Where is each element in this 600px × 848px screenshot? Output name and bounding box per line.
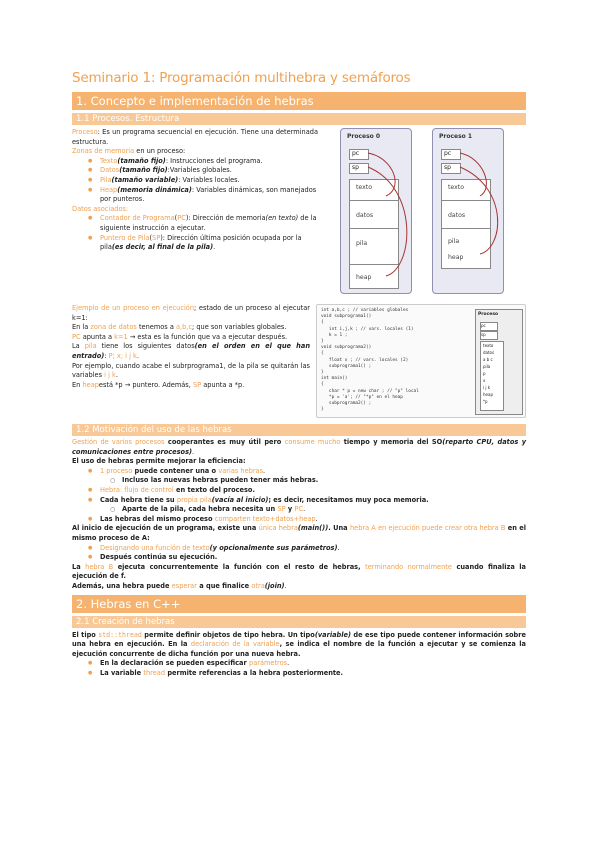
code-term: std::thread	[98, 630, 142, 639]
motivation-list	[72, 467, 526, 525]
memory-zone-label: heap	[356, 274, 372, 281]
term: thread	[143, 668, 166, 677]
text: puede contener una o	[132, 466, 219, 475]
list-item	[100, 669, 526, 679]
sub-list	[100, 476, 526, 486]
text: :Variables globales.	[167, 166, 232, 175]
pointer-arrows	[324, 128, 524, 298]
text: permite referencias a la hebra posteriormente.	[165, 668, 344, 677]
term: pila	[84, 342, 97, 351]
list-item	[100, 515, 526, 525]
code-line: }	[321, 339, 324, 345]
memory-row: *p	[483, 399, 488, 404]
term: hebra A en ejecución puede crear otra hebra B	[349, 524, 506, 533]
list-item	[100, 659, 526, 669]
text: (tamaño fijo)	[119, 166, 168, 175]
term: PC	[72, 332, 81, 341]
text: .	[263, 466, 266, 475]
text: ; es decir, necesitamos muy poca memoria.	[268, 495, 429, 504]
memory-zones-list	[72, 157, 318, 205]
text: Cada hebra tiene su	[100, 495, 177, 504]
subsection-heading: 1.1 Procesos. Estructura	[72, 113, 526, 125]
code-figure	[316, 304, 526, 418]
text: apunta a *p.	[201, 380, 245, 389]
text: (en texto)	[265, 214, 299, 223]
term: zona de datos	[90, 323, 137, 332]
term: otra	[251, 581, 265, 590]
text: tiene los siguientes datos	[96, 342, 195, 351]
term: Heap	[100, 185, 118, 194]
term: parámetros	[249, 659, 288, 668]
text: Al inicio de ejecución de un programa, existe una	[72, 524, 259, 533]
arrow	[460, 167, 498, 254]
example-text	[72, 304, 310, 418]
memory-row: a b c	[483, 357, 493, 362]
text: El uso de hebras permite mejorar la eficiencia:	[72, 457, 246, 466]
text: tenemos a	[136, 323, 176, 332]
text: ; estado de un proceso al ejecutar k=1:	[72, 304, 311, 322]
section-heading: 2. Hebras en C++	[72, 595, 526, 613]
text: .	[115, 371, 118, 380]
process-diagram	[475, 309, 523, 415]
text: en el mismo proceso de A:	[72, 524, 527, 542]
text: Por ejemplo, cuando acabe el subrprograma1, de la pila se quitarán las variables	[72, 361, 310, 380]
text: cooperantes es muy útil pero	[164, 438, 285, 446]
text: permite definir objetos de tipo hebra. Un tipo	[141, 630, 315, 639]
text: (variable)	[314, 630, 352, 639]
text: apunta a	[80, 332, 115, 341]
code-listing	[321, 308, 471, 413]
term: heap	[82, 380, 99, 389]
text: . Una	[328, 524, 350, 533]
memory-zone-label: texto	[448, 184, 464, 191]
list-item: ● Después continúa su ejecución.	[100, 553, 526, 563]
arrow	[368, 167, 407, 276]
process-structure-text	[72, 128, 318, 298]
text: Aparte de la pila, cada hebra necesita un	[122, 505, 278, 514]
sp-register: sp	[441, 163, 461, 174]
create-thread-list	[72, 544, 526, 563]
process-label: Proceso 0	[347, 133, 381, 140]
term: hebra B	[85, 562, 114, 571]
term: 1 proceso	[100, 466, 133, 475]
list-item	[100, 496, 526, 515]
text: : Variables dinámicas, son manejados por punteros.	[100, 185, 317, 204]
sub-list	[100, 505, 526, 515]
term: declaración de la variable	[190, 640, 280, 649]
list-item: ○ Incluso las nuevas hebras pueden tener más hebras.	[122, 476, 526, 486]
code-line: char * p = new char ; // "p" local	[321, 388, 419, 394]
term: comparten texto+datos+heap	[214, 514, 316, 523]
term: Puntero de Pila	[100, 233, 150, 242]
text: ejecuta concurrentemente la función con el resto de hebras,	[113, 562, 366, 571]
term: PC	[294, 505, 304, 514]
text: .	[337, 543, 340, 552]
list-item	[100, 486, 526, 496]
text: .	[315, 514, 318, 523]
list-item	[100, 157, 318, 167]
code-line: }	[321, 370, 324, 376]
term: SP	[152, 233, 161, 242]
process-label: Proceso 1	[439, 133, 473, 140]
text: (memoria dinámica)	[117, 185, 192, 194]
term: k=1	[114, 332, 128, 341]
term: i j k	[104, 371, 116, 380]
text: (tamaño fijo)	[117, 156, 166, 165]
memory-zone-label: heap	[448, 254, 464, 261]
term: Ejemplo de un proceso en ejecución	[72, 304, 195, 312]
text: Las hebras del mismo proceso	[100, 514, 215, 523]
list-item: ● Puntero de Pila(SP): Dirección última posición ocupada por la pila(es decir, al final de la pila).	[100, 234, 318, 253]
text: : Dirección de memoria	[188, 214, 266, 223]
term: Texto	[100, 156, 118, 165]
text: (reparto CPU, datos y comunicaciones entre procesos)	[72, 438, 526, 456]
thread-decl-list	[72, 659, 526, 678]
code-line: {	[321, 382, 324, 388]
term: Zonas de memoria	[72, 147, 135, 156]
code-line: {	[321, 320, 324, 326]
pc-register: pc	[441, 149, 461, 160]
code-line: k = 1 ;	[321, 332, 348, 338]
text: cuando finaliza la ejecución de f.	[72, 562, 526, 581]
term: Gestión de varios procesos	[72, 438, 165, 446]
document-page	[72, 70, 526, 678]
list-item	[100, 166, 318, 176]
term: Pila	[100, 175, 112, 184]
code-line: void subprograma2()	[321, 345, 372, 351]
section-heading: 1. Concepto e implementación de hebras	[72, 92, 526, 110]
term: Hebra: flujo de control	[100, 485, 174, 494]
term: a,b,c	[175, 323, 193, 332]
text: El tipo	[72, 630, 99, 639]
pc-register: pc	[480, 322, 498, 331]
text: de la siguiente instrucción a ejecutar.	[100, 214, 317, 232]
text: : Instrucciones del programa.	[165, 156, 263, 165]
text: .	[284, 581, 287, 590]
document-title: Seminario 1: Programación multihebra y semáforos	[72, 70, 411, 86]
text: ; que son variables globales.	[192, 323, 287, 332]
list-item	[100, 544, 526, 554]
text: : Es un programa secuencial en ejecución. Tiene una determinada estructura.	[72, 128, 318, 146]
code-line: void subprograma1()	[321, 314, 372, 320]
list-item	[122, 505, 526, 515]
text: En	[72, 380, 83, 389]
code-line: }	[321, 407, 324, 413]
process-memory-figure	[324, 128, 524, 298]
memory-row: i j k	[483, 385, 491, 390]
list-item	[100, 176, 318, 186]
text: En la declaración se pueden especificar	[100, 659, 250, 668]
code-line: float x ; // vars. locales (2)	[321, 357, 409, 363]
memory-zone-label: datos	[448, 212, 466, 219]
text: .	[136, 351, 139, 360]
text: En la	[72, 323, 91, 332]
text: de ese tipo puede contener información sobre una hebra en ejecución. En la	[72, 630, 526, 649]
memory-zone-label: pila	[356, 240, 368, 247]
memory-block	[480, 341, 504, 411]
text: :	[104, 351, 109, 360]
text: .	[287, 659, 290, 668]
memory-zone-label: texto	[356, 184, 372, 191]
memory-row: texto	[483, 343, 494, 348]
term: única hebra	[258, 524, 298, 533]
text: La	[72, 562, 86, 571]
memory-row: pila	[483, 364, 491, 369]
code-line: int main()	[321, 376, 348, 382]
code-line: int i,j,k ; // vars. locales (1)	[321, 326, 414, 332]
code-line: subprograma2() ;	[321, 401, 372, 407]
code-line: {	[321, 351, 324, 357]
text: en un proceso:	[134, 147, 186, 156]
term: PC	[177, 214, 186, 223]
text: .	[213, 243, 216, 252]
list-item	[100, 467, 526, 486]
term: varias hebras	[218, 466, 264, 475]
memory-zone-label: datos	[356, 212, 374, 219]
text: .	[192, 447, 195, 456]
text: Además, una hebra puede	[72, 581, 172, 590]
text: (en el orden en el que han entrado)	[72, 342, 311, 360]
text: está *p → puntero. Además,	[98, 380, 193, 389]
text: → esta es la función que va a ejecutar después.	[127, 332, 288, 341]
sp-register: sp	[349, 163, 369, 174]
term: esperar	[171, 581, 197, 590]
text: La variable	[100, 668, 144, 677]
text: (es decir, al final de la pila)	[111, 243, 214, 252]
text: (join)	[264, 581, 285, 590]
text: tiempo y memoria del SO	[340, 438, 443, 446]
term: propia pila	[176, 495, 212, 504]
text: : Variables locales.	[178, 175, 240, 184]
term: Proceso	[72, 128, 98, 136]
associated-data-list	[72, 214, 318, 252]
memory-row: heap	[483, 392, 493, 397]
code-line: subprograma1() ;	[321, 363, 372, 369]
text: (tamaño variable)	[111, 175, 179, 184]
text: en texto del proceso.	[173, 485, 255, 494]
subsection-heading: 1.2 Motivación del uso de las hebras	[72, 424, 526, 436]
process-label: Proceso	[478, 312, 499, 317]
term: SP	[277, 505, 286, 514]
term: terminando normalmente	[365, 562, 452, 571]
text: : Dirección última posición ocupada por la pila	[100, 233, 302, 252]
text: La	[72, 342, 85, 351]
text: (y opcionalmente sus parámetros)	[209, 543, 338, 552]
text: a que finalice	[196, 581, 252, 590]
list-item	[100, 186, 318, 205]
text: (main())	[297, 524, 329, 533]
memory-row: p	[483, 371, 486, 376]
text: y	[285, 505, 295, 514]
subsection-heading: 2.1 Creación de hebras	[72, 616, 526, 628]
text: (vacía al inicio)	[211, 495, 269, 504]
term: consume mucho	[284, 438, 341, 446]
term: Datos	[100, 166, 120, 175]
memory-row: datos	[483, 350, 495, 355]
subheading: Datos asociados:	[72, 204, 129, 213]
pc-register: pc	[349, 149, 369, 160]
memory-zone-label: pila	[448, 238, 460, 245]
code-line: *p = 'a'; // "*p" en el heap	[321, 394, 403, 400]
list-item: ● Contador de Programa(PC): Dirección de memoria(en texto) de la siguiente instrucción a ejecutar.	[100, 214, 318, 233]
text: , se indica el nombre de la función a ejecutar y se comienza la ejecución concurrente de dicha función por una nueva hebra.	[72, 640, 526, 658]
sp-register: sp	[480, 331, 498, 340]
term: Designando una función de texto	[100, 543, 210, 552]
term: SP	[192, 380, 202, 389]
code-line: int a,b,c ; // variables globales	[321, 308, 409, 313]
term: P; x; i j k	[108, 351, 137, 360]
text: .	[303, 505, 306, 514]
memory-row: x	[483, 378, 486, 383]
term: Contador de Programa	[100, 214, 175, 223]
